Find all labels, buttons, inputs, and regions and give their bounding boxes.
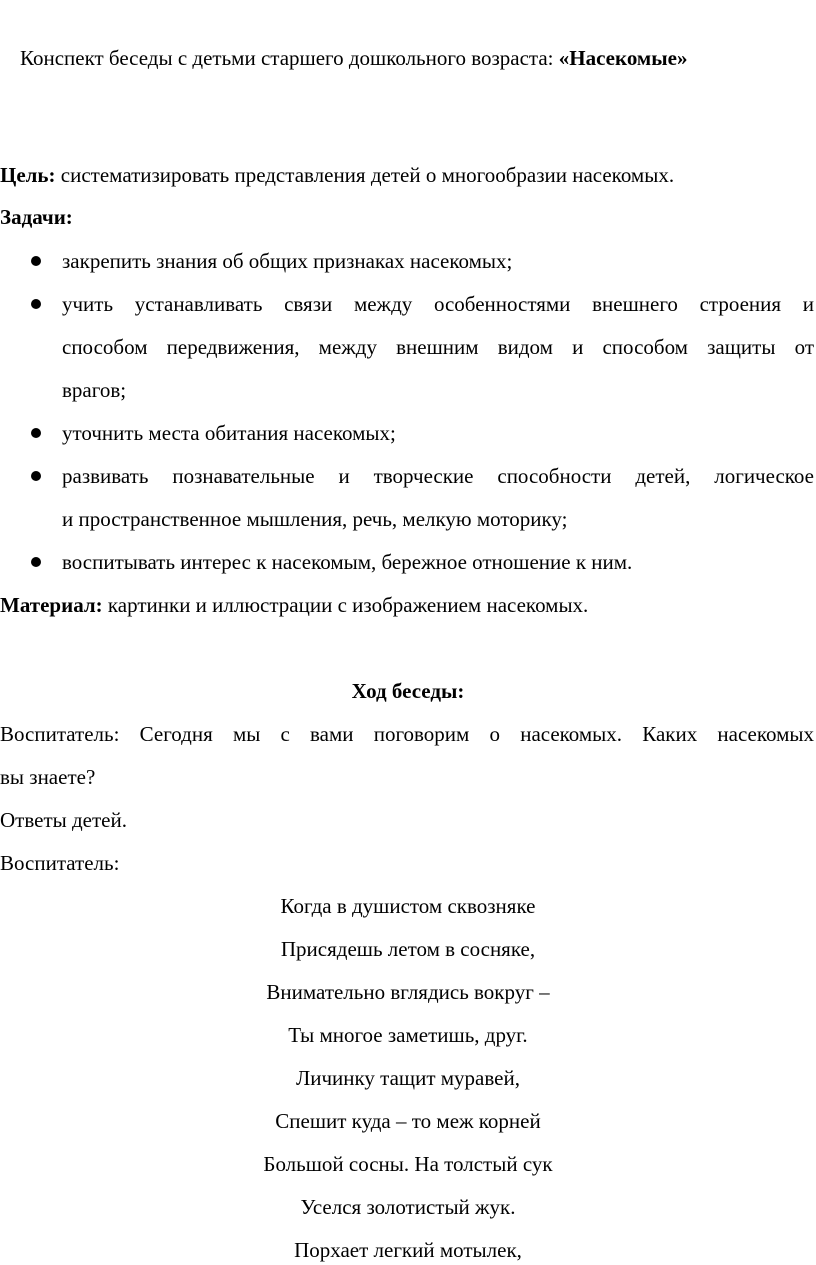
- task-item-2-text: способом передвижения, между внешним видом и способом защиты от: [62, 335, 814, 359]
- course-line-3: Ответы детей.: [0, 808, 127, 832]
- task-item-1: закрепить знания об общих признаках насекомых;: [62, 249, 513, 273]
- task-item-2-line-3: врагов;: [62, 378, 127, 402]
- material-label: Материал:: [0, 593, 103, 617]
- goal-label: Цель:: [0, 163, 56, 187]
- task-item-4-line-1: [62, 462, 814, 490]
- poem-line: Личинку тащит муравей,: [296, 1066, 520, 1090]
- material-paragraph: [0, 591, 588, 619]
- course-text: Воспитатель: Сегодня мы с вами поговорим о насекомых. Каких насекомых: [0, 722, 814, 746]
- bullet-icon: [31, 557, 41, 567]
- task-item-3: уточнить места обитания насекомых;: [62, 421, 396, 445]
- poem-line: Когда в душистом сквозняке: [280, 894, 536, 918]
- tasks-label: Задачи:: [0, 205, 73, 229]
- course-line-2: вы знаете?: [0, 765, 96, 789]
- bullet-icon: [31, 299, 41, 309]
- task-item-4-line-2: и пространственное мышления, речь, мелкую моторику;: [62, 507, 568, 531]
- goal-text: систематизировать представления детей о многообразии насекомых.: [60, 163, 675, 187]
- title-prefix: Конспект беседы с детьми старшего дошкольного возраста:: [20, 46, 554, 70]
- poem-line: Внимательно вглядись вокруг –: [266, 980, 550, 1004]
- poem-line: Ты многое заметишь, друг.: [288, 1023, 528, 1047]
- poem-line: Большой сосны. На толстый сук: [263, 1152, 553, 1176]
- course-line-4: Воспитатель:: [0, 851, 120, 875]
- poem-line: Спешит куда – то меж корней: [275, 1109, 541, 1133]
- course-line-1: [0, 720, 814, 748]
- document-title: [20, 44, 687, 72]
- task-item-5: воспитывать интерес к насекомым, бережное отношение к ним.: [62, 550, 633, 574]
- bullet-icon: [31, 428, 41, 438]
- poem-line: Уселся золотистый жук.: [300, 1195, 516, 1219]
- bullet-icon: [31, 256, 41, 266]
- poem-line: Присядешь летом в сосняке,: [280, 937, 536, 961]
- bullet-icon: [31, 471, 41, 481]
- course-heading: Ход беседы:: [351, 679, 465, 703]
- goal-paragraph: [0, 161, 674, 189]
- task-item-2-line-2: [62, 333, 814, 361]
- poem-line: Порхает легкий мотылек,: [294, 1238, 522, 1262]
- task-item-2-line-1: [62, 290, 814, 318]
- task-item-4-text: развивать познавательные и творческие способности детей, логическое: [62, 464, 814, 488]
- title-topic: «Насекомые»: [558, 46, 688, 70]
- material-text: картинки и иллюстрации с изображением насекомых.: [107, 593, 589, 617]
- task-item-2-text: учить устанавливать связи между особенностями внешнего строения и: [62, 292, 814, 316]
